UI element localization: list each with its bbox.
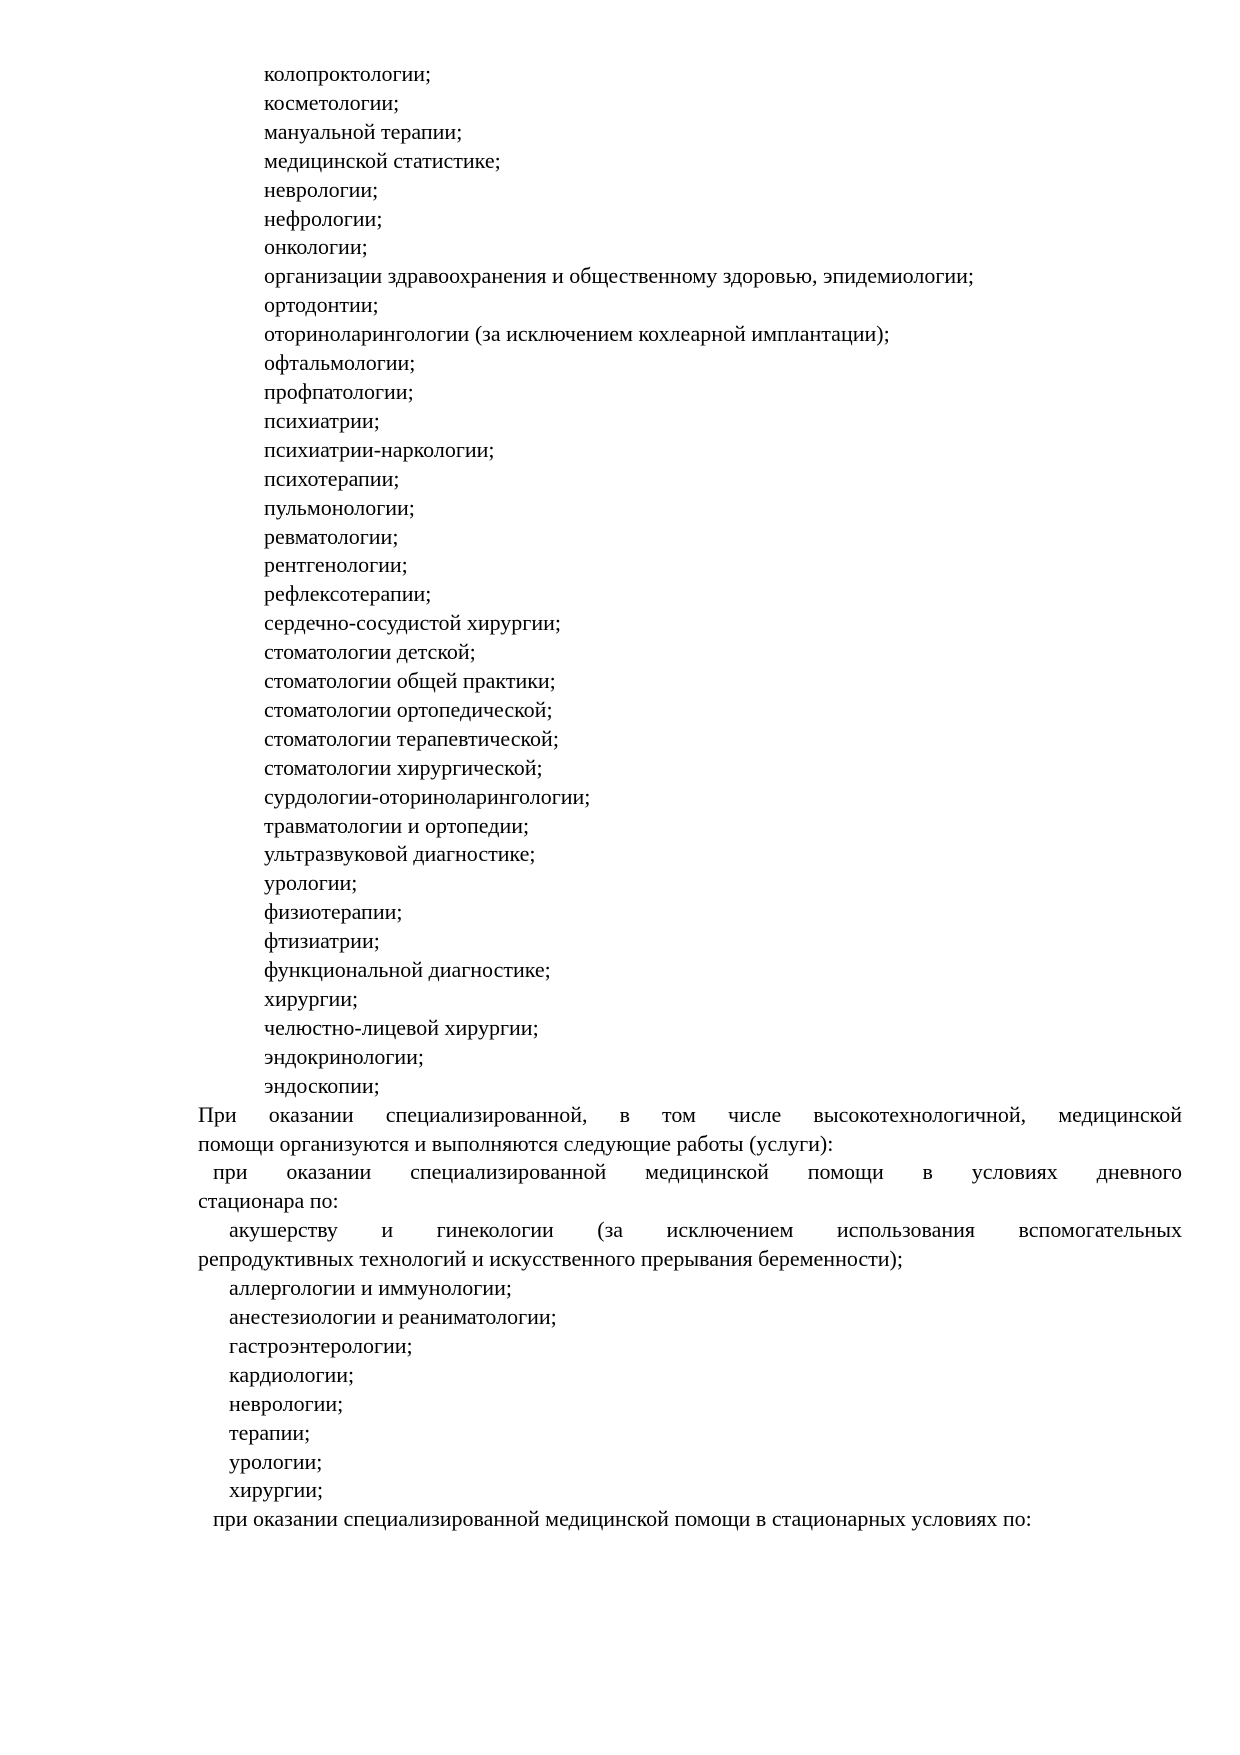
specialty-item: мануальной терапии; (264, 118, 463, 144)
specialty-item: травматологии и ортопедии; (264, 812, 530, 838)
specialty-item: сердечно-сосудистой хирургии; (264, 610, 561, 636)
specialty-item: ортодонтии; (264, 292, 379, 318)
paragraph-line: при оказании специализированной медицинской помощи в условиях дневного (213, 1159, 1182, 1185)
specialty-item: ревматологии; (264, 523, 399, 549)
specialty-item: пульмонологии; (264, 494, 415, 520)
specialty-item: фтизиатрии; (264, 928, 380, 954)
specialty-item: хирургии; (229, 1477, 324, 1503)
specialty-item: физиотерапии; (264, 899, 403, 925)
specialty-item: оториноларингологии (за исключением кохлеарной имплантации); (264, 321, 890, 347)
specialty-item: офтальмологии; (264, 350, 416, 376)
paragraph-line: акушерству и гинекологии (за исключением использования вспомогательных (229, 1217, 1182, 1243)
specialty-item: челюстно-лицевой хирургии; (264, 1014, 539, 1040)
specialty-item: кардиологии; (229, 1361, 355, 1387)
specialty-item: сурдологии-оториноларингологии; (264, 783, 591, 809)
specialty-item: стоматологии ортопедической; (264, 696, 553, 722)
specialty-item: стоматологии хирургической; (264, 754, 543, 780)
specialty-item: организации здравоохранения и общественному здоровью, эпидемиологии; (264, 263, 975, 289)
specialty-item: психотерапии; (264, 465, 400, 491)
paragraph-line: стационара по: (198, 1188, 339, 1214)
specialty-item: стоматологии детской; (264, 639, 476, 665)
paragraph-line: При оказании специализированной, в том числе высокотехнологичной, медицинской (198, 1101, 1182, 1127)
specialty-item: онкологии; (264, 234, 368, 260)
specialty-item: стоматологии общей практики; (264, 668, 556, 694)
specialty-item: неврологии; (264, 176, 379, 202)
specialty-item: гастроэнтерологии; (229, 1332, 413, 1358)
specialty-item: неврологии; (229, 1390, 344, 1416)
specialty-item: анестезиологии и реаниматологии; (229, 1303, 557, 1329)
specialty-item: ультразвуковой диагностике; (264, 841, 536, 867)
specialty-item: профпатологии; (264, 378, 414, 404)
specialty-item: урологии; (264, 870, 358, 896)
specialty-item: хирургии; (264, 986, 359, 1011)
specialty-item: косметологии; (264, 89, 400, 115)
specialty-item: терапии; (229, 1419, 311, 1445)
paragraph-line: репродуктивных технологий и искусственного прерывания беременности); (198, 1246, 903, 1272)
specialty-item: нефрологии; (264, 205, 383, 231)
specialty-item: медицинской статистике; (264, 147, 501, 173)
specialty-item: психиатрии; (264, 407, 380, 433)
specialty-item: эндоскопии; (264, 1072, 380, 1098)
specialty-item: рефлексотерапии; (264, 581, 432, 607)
specialty-item: функциональной диагностике; (264, 957, 551, 983)
specialty-item: колопроктологии; (264, 61, 432, 86)
paragraph-line: при оказании специализированной медицинской помощи в стационарных условиях по: (213, 1506, 1032, 1532)
specialty-item: психиатрии-наркологии; (264, 436, 495, 462)
specialty-item: стоматологии терапевтической; (264, 725, 559, 751)
specialty-item: урологии; (229, 1448, 323, 1474)
specialty-item: аллергологии и иммунологии; (229, 1275, 512, 1301)
specialty-item: рентгенологии; (264, 552, 408, 578)
paragraph-line: помощи организуются и выполняются следующие работы (услуги): (198, 1130, 834, 1156)
specialty-item: эндокринологии; (264, 1043, 425, 1069)
